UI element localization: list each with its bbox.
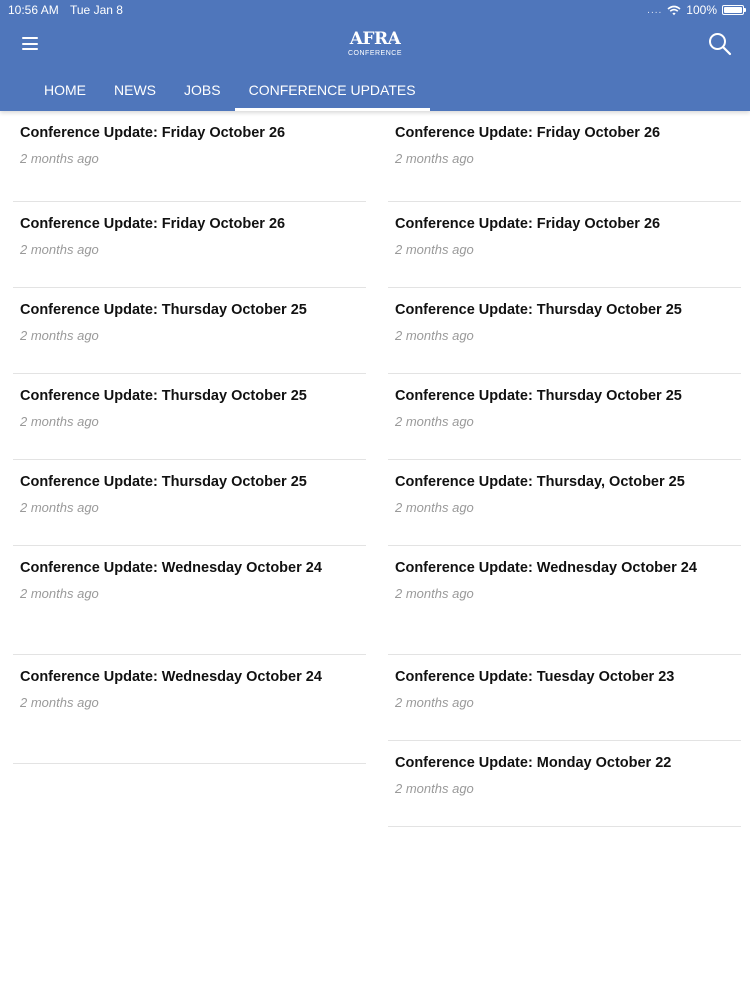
tab-news[interactable]: NEWS	[114, 82, 156, 98]
update-timestamp: 2 months ago	[395, 695, 474, 710]
list-item[interactable]	[388, 546, 741, 655]
signal-dots-icon: ....	[647, 4, 663, 16]
logo-main-text: AFRA	[349, 29, 401, 49]
update-title: Conference Update: Thursday October 25	[395, 388, 682, 404]
hamburger-menu-icon[interactable]	[22, 37, 38, 50]
app-header	[0, 0, 750, 111]
update-timestamp: 2 months ago	[20, 500, 99, 515]
update-title: Conference Update: Friday October 26	[395, 125, 661, 141]
logo-sub-text: CONFERENCE	[347, 50, 402, 57]
update-title: Conference Update: Thursday October 25	[20, 388, 307, 404]
tab-jobs[interactable]: JOBS	[184, 82, 221, 98]
update-timestamp: 2 months ago	[395, 414, 474, 429]
update-timestamp: 2 months ago	[20, 414, 99, 429]
update-timestamp: 2 months ago	[395, 500, 474, 515]
status-date: Tue Jan 8	[70, 3, 123, 17]
update-timestamp: 2 months ago	[395, 328, 474, 343]
update-timestamp: 2 months ago	[20, 242, 99, 257]
update-title: Conference Update: Monday October 22	[395, 755, 672, 771]
update-title: Conference Update: Thursday October 25	[20, 474, 307, 490]
update-title: Conference Update: Wednesday October 24	[20, 560, 322, 576]
status-time: 10:56 AM	[8, 3, 59, 17]
list-item[interactable]	[13, 202, 366, 288]
update-timestamp: 2 months ago	[395, 151, 474, 166]
update-timestamp: 2 months ago	[20, 695, 99, 710]
list-item[interactable]	[388, 202, 741, 288]
app-logo	[346, 30, 404, 60]
update-timestamp: 2 months ago	[20, 586, 99, 601]
update-timestamp: 2 months ago	[395, 586, 474, 601]
update-title: Conference Update: Friday October 26	[395, 216, 661, 232]
update-timestamp: 2 months ago	[395, 781, 474, 796]
list-item[interactable]	[13, 655, 366, 764]
update-title: Conference Update: Wednesday October 24	[20, 669, 322, 685]
list-item[interactable]	[388, 374, 741, 460]
update-title: Conference Update: Thursday October 25	[20, 302, 307, 318]
tab-conference-updates[interactable]: CONFERENCE UPDATES	[235, 80, 430, 111]
list-item[interactable]	[388, 111, 741, 202]
battery-percent: 100%	[686, 3, 717, 17]
status-right	[647, 3, 744, 17]
nav-tabs	[30, 80, 430, 111]
status-bar	[0, 0, 750, 20]
update-title: Conference Update: Friday October 26	[20, 125, 286, 141]
update-title: Conference Update: Tuesday October 23	[395, 669, 675, 685]
search-icon[interactable]	[708, 32, 732, 56]
battery-icon	[722, 5, 744, 15]
update-title: Conference Update: Wednesday October 24	[395, 560, 697, 576]
wifi-icon	[667, 5, 681, 16]
list-item[interactable]	[388, 288, 741, 374]
updates-column-left	[13, 111, 366, 764]
list-item[interactable]	[13, 288, 366, 374]
update-timestamp: 2 months ago	[395, 242, 474, 257]
list-item[interactable]	[388, 655, 741, 741]
update-timestamp: 2 months ago	[20, 151, 99, 166]
list-item[interactable]	[388, 741, 741, 827]
tab-home[interactable]: HOME	[44, 82, 86, 98]
updates-column-right	[388, 111, 741, 827]
list-item[interactable]	[13, 546, 366, 655]
update-timestamp: 2 months ago	[20, 328, 99, 343]
list-item[interactable]	[13, 460, 366, 546]
update-title: Conference Update: Thursday October 25	[395, 302, 682, 318]
list-item[interactable]	[388, 460, 741, 546]
list-item[interactable]	[13, 374, 366, 460]
list-item[interactable]	[13, 111, 366, 202]
update-title: Conference Update: Thursday, October 25	[395, 474, 685, 490]
update-title: Conference Update: Friday October 26	[20, 216, 286, 232]
